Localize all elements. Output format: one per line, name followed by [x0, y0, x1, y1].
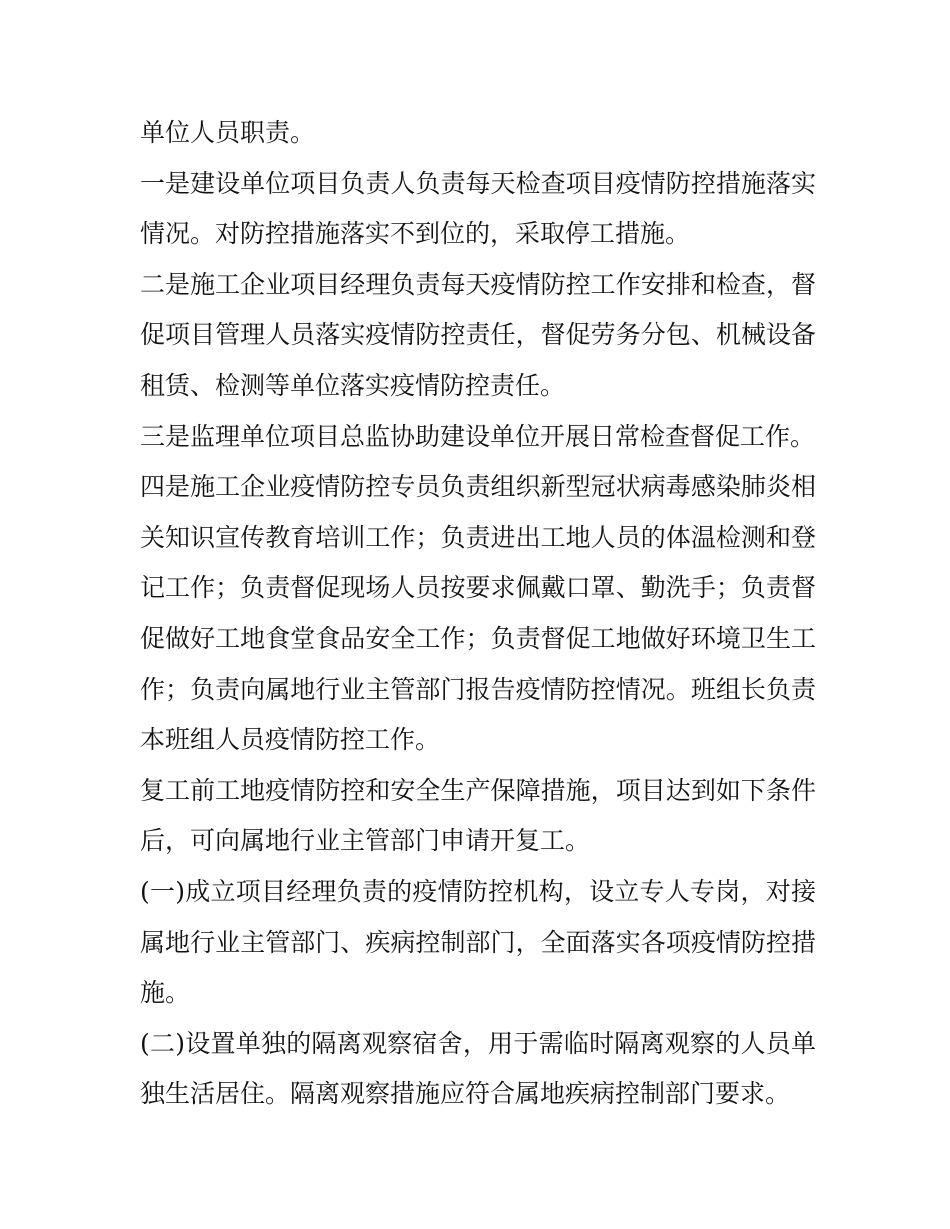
paragraph-resumption-conditions: 复工前工地疫情防控和安全生产保障措施，项目达到如下条件后，可向属地行业主管部门申请开复工。: [140, 775, 816, 856]
paragraph-item-two: (二)设置单独的隔离观察宿舍，用于需临时隔离观察的人员单独生活居住。隔离观察措施应符合属地疾病控制部门要求。: [140, 1028, 816, 1109]
paragraph-supervision-unit: 三是监理单位项目总监协助建设单位开展日常检查督促工作。: [140, 421, 816, 451]
paragraph-unit-duties: 单位人员职责。: [140, 118, 316, 147]
paragraph-construction-unit: 一是建设单位项目负责人负责每天检查项目疫情防控措施落实情况。对防控措施落实不到位的，采取停工措施。: [140, 168, 816, 249]
paragraph-epidemic-officer: 四是施工企业疫情防控专员负责组织新型冠状病毒感染肺炎相关知识宣传教育培训工作；负责进出工地人员的体温检测和登记工作；负责督促现场人员按要求佩戴口罩、勤洗手；负责督促做好工地食堂食品安全工作；负责督促工地做好环境卫生工作；负责向属地行业主管部门报告疫情防控情况。班组长负责本班组人员疫情防控工作。: [140, 472, 816, 755]
paragraph-project-manager: 二是施工企业项目经理负责每天疫情防控工作安排和检查，督促项目管理人员落实疫情防控责任，督促劳务分包、机械设备租赁、检测等单位落实疫情防控责任。: [140, 269, 816, 400]
paragraph-item-one: (一)成立项目经理负责的疫情防控机构，设立专人专岗，对接属地行业主管部门、疾病控制部门，全面落实各项疫情防控措施。: [140, 876, 816, 1008]
document-body: [140, 108, 816, 1120]
